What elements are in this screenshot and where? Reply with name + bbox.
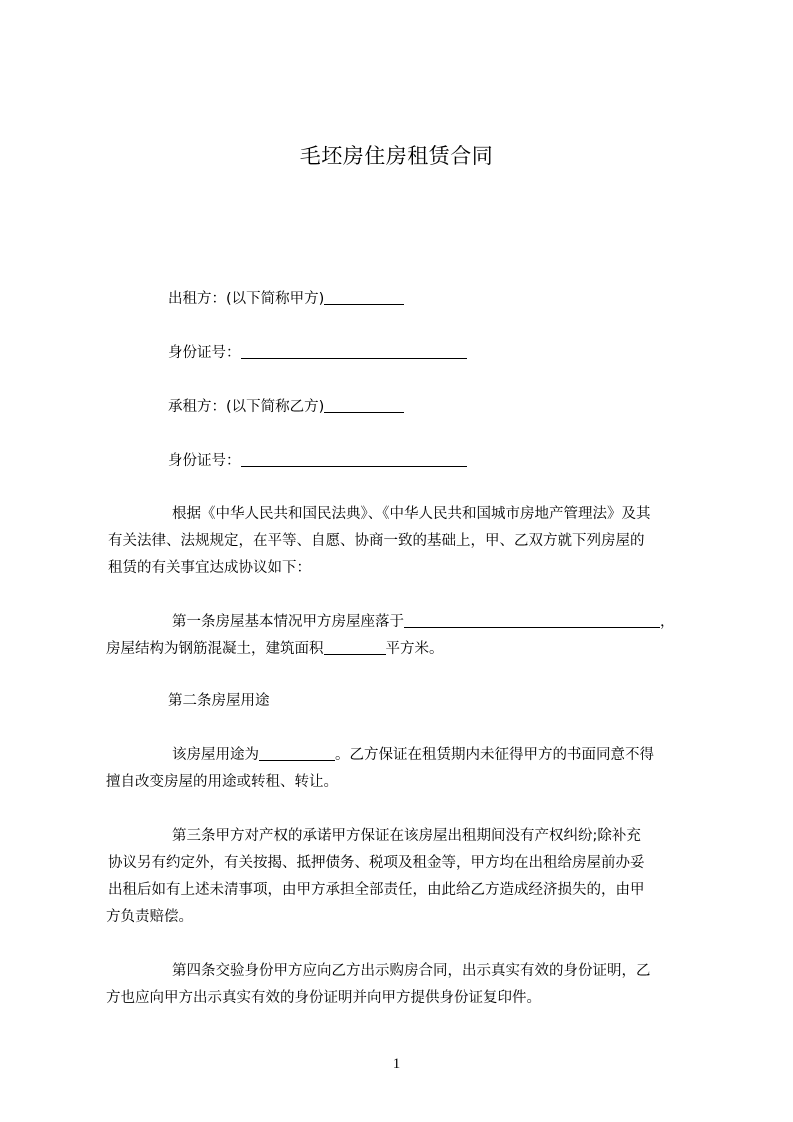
property-location-blank	[404, 613, 660, 628]
article1-comma: ，	[660, 614, 675, 630]
article4-line-1: 第四条交验身份甲方应向乙方出示购房合同，出示真实有效的身份证明，乙	[172, 963, 651, 979]
lessee-line	[168, 397, 404, 417]
preamble-line-3: 租赁的有关事宜达成协议如下：	[108, 560, 311, 576]
article1-line-2	[106, 639, 444, 659]
article1-area-suffix: 平方米。	[385, 641, 444, 657]
article3-line-1: 第三条甲方对产权的承诺甲方保证在该房屋出租期间没有产权纠纷;除补充	[172, 828, 641, 844]
lessor-name-blank	[324, 290, 404, 305]
preamble-line-2: 有关法律、法规规定，在平等、自愿、协商一致的基础上，甲、乙双方就下列房屋的	[108, 533, 645, 549]
article2-line-2: 擅自改变房屋的用途或转租、转让。	[106, 774, 338, 790]
lessee-id-line	[168, 451, 467, 471]
lessor-id-line	[168, 343, 467, 363]
lessee-label: 承租方：(以下简称乙方)	[168, 399, 325, 415]
lessee-name-blank	[324, 398, 404, 413]
page-number: 1	[392, 1056, 401, 1072]
article4-line-2: 方也应向甲方出示真实有效的身份证明并向甲方提供身份证复印件。	[106, 990, 541, 1006]
article3-line-3: 出租后如有上述未清事项，由甲方承担全部责任，由此给乙方造成经济损失的，由甲	[108, 882, 645, 898]
usage-prefix: 该房屋用途为	[172, 747, 259, 763]
article2-heading: 第二条房屋用途	[168, 693, 270, 709]
article1-area-prefix: 房屋结构为钢筋混凝土，建筑面积	[106, 641, 324, 657]
building-area-blank	[324, 640, 386, 655]
lessor-id-label: 身份证号：	[168, 345, 241, 361]
preamble-line-1: 根据《中华人民共和国民法典》、《中华人民共和国城市房地产管理法》及其	[172, 506, 651, 522]
lessor-label: 出租方：(以下简称甲方)	[168, 291, 325, 307]
lessor-line	[168, 289, 404, 309]
usage-suffix: 。乙方保证在租赁期内未征得甲方的书面同意不得	[335, 747, 654, 763]
usage-blank	[259, 746, 335, 761]
article3-line-4: 方负责赔偿。	[106, 909, 193, 925]
article1-prefix: 第一条房屋基本情况甲方房屋座落于	[172, 614, 404, 630]
article2-line-1	[172, 745, 654, 765]
article1-line-1	[172, 612, 675, 632]
lessee-id-label: 身份证号：	[168, 453, 241, 469]
document-title: 毛坯房住房租赁合同	[299, 144, 494, 168]
lessor-id-blank	[241, 344, 467, 359]
lessee-id-blank	[241, 452, 467, 467]
article3-line-2: 协议另有约定外，有关按揭、抵押债务、税项及租金等，甲方均在出租给房屋前办妥	[108, 855, 645, 871]
